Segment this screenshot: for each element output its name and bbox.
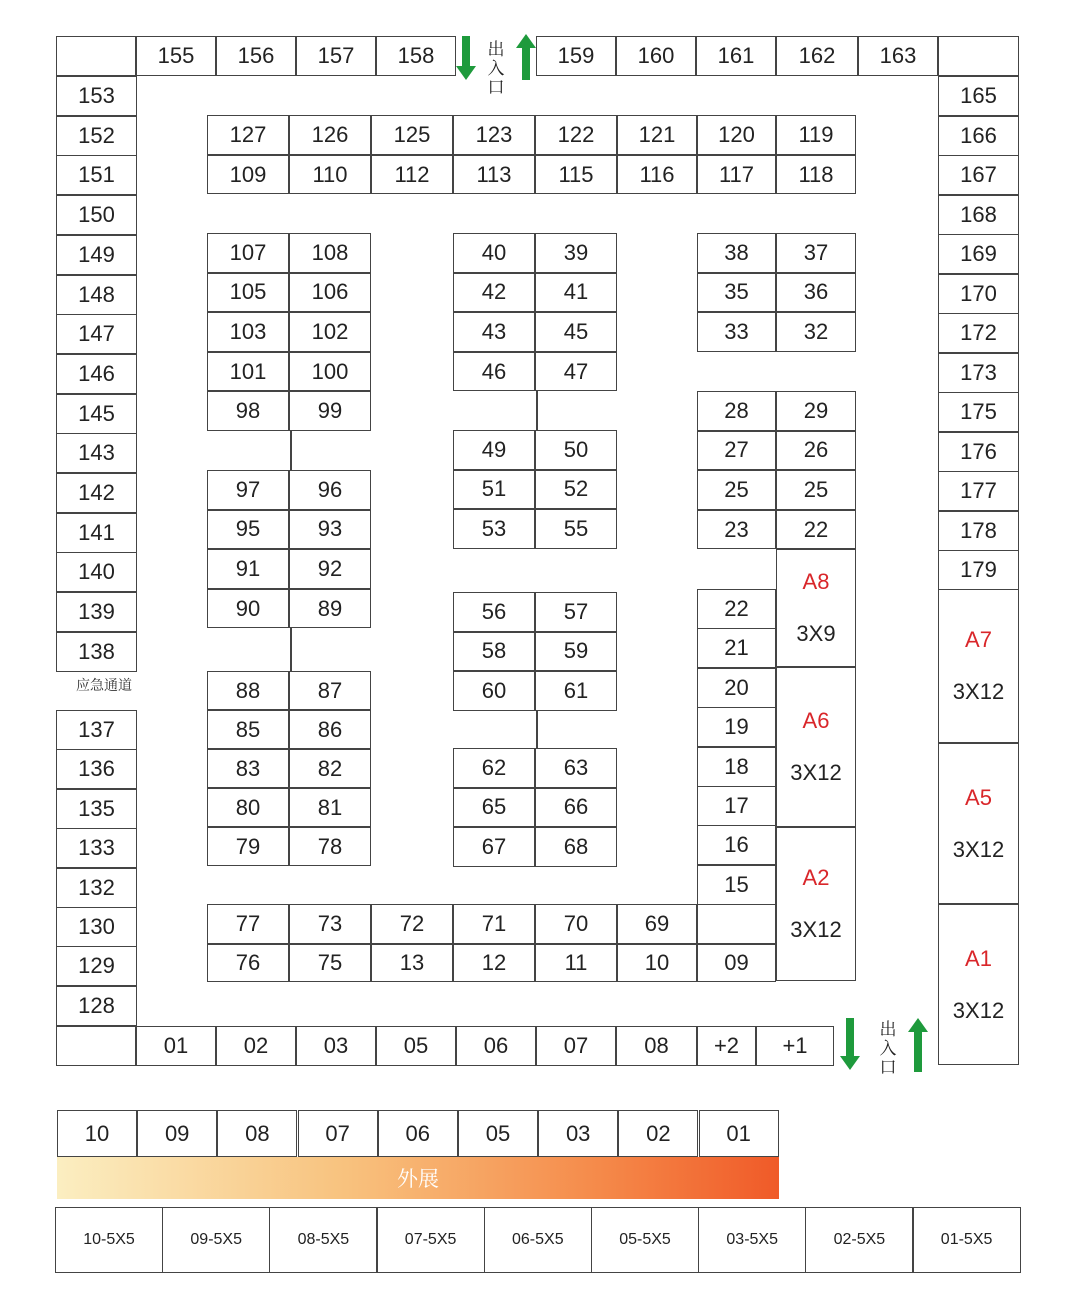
booth-21: 21 (697, 628, 776, 668)
booth-89: 89 (289, 589, 371, 629)
booth-15: 15 (697, 865, 776, 905)
outdoor-5x5-07-5X5: 07-5X5 (377, 1207, 485, 1273)
booth-105: 105 (207, 273, 289, 313)
booth-25: 25 (697, 470, 776, 510)
booth-a7 (938, 589, 1019, 743)
booth-77: 77 (207, 904, 289, 944)
booth-132: 132 (56, 868, 137, 908)
booth-152: 152 (56, 116, 137, 156)
booth-80: 80 (207, 788, 289, 827)
booth-51: 51 (453, 470, 535, 510)
booth-79: 79 (207, 827, 289, 866)
booth-09: 09 (697, 944, 776, 982)
outdoor-5x5-01-5X5: 01-5X5 (913, 1207, 1021, 1273)
booth-53: 53 (453, 509, 535, 549)
booth-68: 68 (535, 827, 617, 867)
divider (536, 710, 538, 748)
booth-size: 3X12 (790, 760, 842, 785)
booth-108: 108 (289, 233, 371, 273)
booth-155: 155 (136, 36, 216, 76)
booth-173: 173 (938, 353, 1019, 393)
divider (536, 391, 538, 430)
booth-81: 81 (289, 788, 371, 827)
booth-17: 17 (697, 786, 776, 826)
booth-size: 3X12 (952, 997, 1005, 1023)
booth-78: 78 (289, 827, 371, 866)
outdoor-booth-01: 01 (699, 1110, 779, 1157)
booth-75: 75 (289, 944, 371, 982)
booth-name: A5 (965, 784, 992, 810)
booth-a2 (776, 827, 856, 981)
booth-93: 93 (289, 510, 371, 550)
booth-136: 136 (56, 749, 137, 789)
entrance-label-top: 出 入 口 (487, 40, 505, 97)
booth-19: 19 (697, 707, 776, 747)
booth-92: 92 (289, 549, 371, 589)
booth-72: 72 (371, 904, 453, 944)
booth-98: 98 (207, 391, 289, 431)
booth-76: 76 (207, 944, 289, 982)
booth-178: 178 (938, 511, 1019, 551)
booth-153: 153 (56, 76, 137, 116)
booth-12: 12 (453, 944, 535, 982)
booth-61: 61 (535, 671, 617, 711)
booth-10: 10 (617, 944, 697, 982)
outdoor-booth-07: 07 (298, 1110, 378, 1157)
booth-a6 (776, 667, 856, 827)
outdoor-booth-06: 06 (378, 1110, 458, 1157)
entry-up-arrow-icon (514, 34, 538, 80)
booth-151: 151 (56, 155, 137, 195)
booth-142: 142 (56, 473, 137, 513)
booth-20: 20 (697, 668, 776, 708)
booth-08: 08 (616, 1026, 697, 1066)
booth-52: 52 (535, 470, 617, 510)
booth-41: 41 (535, 273, 617, 313)
booth-03: 03 (296, 1026, 376, 1066)
booth-123: 123 (453, 115, 535, 155)
booth-16: 16 (697, 825, 776, 865)
booth-160: 160 (616, 36, 696, 76)
booth-73: 73 (289, 904, 371, 944)
booth-size: 3X12 (952, 836, 1005, 862)
booth-06: 06 (456, 1026, 536, 1066)
booth-90: 90 (207, 589, 289, 629)
booth-size: 3X9 (796, 621, 836, 646)
booth-a5 (938, 743, 1019, 904)
entry-up-arrow-icon (906, 1018, 930, 1072)
booth-146: 146 (56, 354, 137, 394)
booth-126: 126 (289, 115, 371, 155)
outdoor-5x5-02-5X5: 02-5X5 (805, 1207, 913, 1273)
booth-56: 56 (453, 592, 535, 632)
booth-110: 110 (289, 155, 371, 194)
booth-46: 46 (453, 352, 535, 392)
booth-blank (938, 36, 1019, 76)
outdoor-booth-05: 05 (458, 1110, 538, 1157)
booth-40: 40 (453, 233, 535, 273)
booth-140: 140 (56, 552, 137, 592)
booth-39: 39 (535, 233, 617, 273)
booth-45: 45 (535, 312, 617, 352)
booth-147: 147 (56, 314, 137, 354)
booth-blank (697, 904, 776, 944)
booth-42: 42 (453, 273, 535, 313)
booth-165: 165 (938, 76, 1019, 116)
booth-07: 07 (536, 1026, 616, 1066)
booth-135: 135 (56, 789, 137, 829)
outdoor-label: 外展 (397, 1168, 439, 1191)
booth-65: 65 (453, 788, 535, 828)
booth-101: 101 (207, 352, 289, 392)
booth-125: 125 (371, 115, 453, 155)
booth-115: 115 (535, 155, 617, 194)
booth-137: 137 (56, 710, 137, 750)
entrance-label-bottom: 出 入 口 (879, 1020, 897, 1077)
booth-166: 166 (938, 116, 1019, 156)
booth-50: 50 (535, 430, 617, 470)
booth-88: 88 (207, 671, 289, 710)
emergency-exit-label: 应急通道 (76, 677, 132, 693)
booth-96: 96 (289, 470, 371, 510)
booth-103: 103 (207, 312, 289, 352)
booth-43: 43 (453, 312, 535, 352)
booth-143: 143 (56, 433, 137, 473)
booth-28: 28 (697, 391, 776, 431)
booth-49: 49 (453, 430, 535, 470)
booth-a8 (776, 549, 856, 667)
exit-down-arrow-icon (454, 36, 478, 82)
booth-158: 158 (376, 36, 456, 76)
booth-129: 129 (56, 946, 137, 986)
booth-102: 102 (289, 312, 371, 352)
booth-36: 36 (776, 273, 856, 313)
booth-139: 139 (56, 592, 137, 632)
booth-145: 145 (56, 394, 137, 434)
booth-70: 70 (535, 904, 617, 944)
booth-name: A1 (965, 945, 992, 971)
outdoor-booth-09: 09 (137, 1110, 217, 1157)
booth-97: 97 (207, 470, 289, 510)
booth-size: 3X12 (952, 679, 1005, 704)
booth-66: 66 (535, 788, 617, 828)
booth-13: 13 (371, 944, 453, 982)
booth-67: 67 (453, 827, 535, 867)
booth-86: 86 (289, 710, 371, 749)
booth-29: 29 (776, 391, 856, 431)
booth-85: 85 (207, 710, 289, 749)
booth-83: 83 (207, 749, 289, 788)
booth-170: 170 (938, 274, 1019, 314)
exit-down-arrow-icon (838, 1018, 862, 1072)
booth-141: 141 (56, 513, 137, 553)
booth-130: 130 (56, 907, 137, 947)
booth-112: 112 (371, 155, 453, 194)
booth-name: A7 (965, 627, 992, 652)
booth-127: 127 (207, 115, 289, 155)
outdoor-area-banner (57, 1157, 779, 1199)
outdoor-5x5-06-5X5: 06-5X5 (484, 1207, 592, 1273)
booth-168: 168 (938, 195, 1019, 235)
booth-59: 59 (535, 632, 617, 672)
booth-plus1: +1 (756, 1026, 834, 1066)
outdoor-booth-03: 03 (538, 1110, 618, 1157)
booth-95: 95 (207, 510, 289, 550)
outdoor-5x5-03-5X5: 03-5X5 (698, 1207, 806, 1273)
booth-118: 118 (776, 155, 856, 194)
booth-01: 01 (136, 1026, 216, 1066)
booth-175: 175 (938, 392, 1019, 432)
divider (290, 430, 292, 471)
booth-32: 32 (776, 312, 856, 352)
booth-27: 27 (697, 431, 776, 471)
booth-05: 05 (376, 1026, 456, 1066)
booth-149: 149 (56, 235, 137, 275)
booth-167: 167 (938, 155, 1019, 195)
booth-55: 55 (535, 509, 617, 549)
booth-18: 18 (697, 747, 776, 787)
booth-name: A6 (802, 708, 830, 733)
booth-57: 57 (535, 592, 617, 632)
booth-name: A8 (802, 569, 830, 594)
booth-179: 179 (938, 550, 1019, 590)
outdoor-5x5-05-5X5: 05-5X5 (591, 1207, 699, 1273)
booth-11: 11 (535, 944, 617, 982)
booth-38: 38 (697, 233, 776, 273)
booth-138: 138 (56, 632, 137, 672)
booth-128: 128 (56, 986, 137, 1026)
outdoor-5x5-09-5X5: 09-5X5 (162, 1207, 270, 1273)
booth-60: 60 (453, 671, 535, 711)
booth-71: 71 (453, 904, 535, 944)
booth-33: 33 (697, 312, 776, 352)
booth-169: 169 (938, 234, 1019, 274)
booth-26: 26 (776, 431, 856, 471)
booth-161: 161 (696, 36, 776, 76)
booth-plus2: +2 (697, 1026, 756, 1066)
booth-82: 82 (289, 749, 371, 788)
outdoor-5x5-08-5X5: 08-5X5 (269, 1207, 377, 1273)
booth-23: 23 (697, 510, 776, 550)
booth-99: 99 (289, 391, 371, 431)
booth-163: 163 (858, 36, 938, 76)
outdoor-booth-10: 10 (57, 1110, 137, 1157)
outdoor-booth-08: 08 (217, 1110, 297, 1157)
outdoor-booth-02: 02 (618, 1110, 698, 1157)
booth-159: 159 (536, 36, 616, 76)
booth-blank (56, 36, 136, 76)
booth-87: 87 (289, 671, 371, 710)
booth-172: 172 (938, 313, 1019, 353)
booth-109: 109 (207, 155, 289, 194)
booth-25: 25 (776, 470, 856, 510)
booth-size: 3X12 (790, 917, 842, 942)
booth-121: 121 (617, 115, 697, 155)
booth-106: 106 (289, 273, 371, 313)
booth-58: 58 (453, 632, 535, 672)
booth-02: 02 (216, 1026, 296, 1066)
booth-62: 62 (453, 748, 535, 788)
booth-63: 63 (535, 748, 617, 788)
booth-69: 69 (617, 904, 697, 944)
booth-148: 148 (56, 275, 137, 315)
booth-176: 176 (938, 432, 1019, 472)
booth-37: 37 (776, 233, 856, 273)
booth-117: 117 (697, 155, 776, 194)
booth-100: 100 (289, 352, 371, 392)
booth-113: 113 (453, 155, 535, 194)
booth-35: 35 (697, 273, 776, 313)
booth-blank (56, 1026, 136, 1066)
booth-157: 157 (296, 36, 376, 76)
booth-177: 177 (938, 471, 1019, 511)
booth-120: 120 (697, 115, 776, 155)
booth-22: 22 (776, 510, 856, 550)
booth-122: 122 (535, 115, 617, 155)
booth-91: 91 (207, 549, 289, 589)
outdoor-5x5-10-5X5: 10-5X5 (55, 1207, 163, 1273)
booth-47: 47 (535, 352, 617, 392)
booth-162: 162 (776, 36, 858, 76)
booth-a1 (938, 904, 1019, 1065)
booth-133: 133 (56, 828, 137, 868)
booth-156: 156 (216, 36, 296, 76)
booth-name: A2 (802, 865, 830, 890)
booth-119: 119 (776, 115, 856, 155)
booth-150: 150 (56, 195, 137, 235)
booth-107: 107 (207, 233, 289, 273)
booth-116: 116 (617, 155, 697, 194)
divider (290, 628, 292, 671)
booth-22: 22 (697, 589, 776, 629)
